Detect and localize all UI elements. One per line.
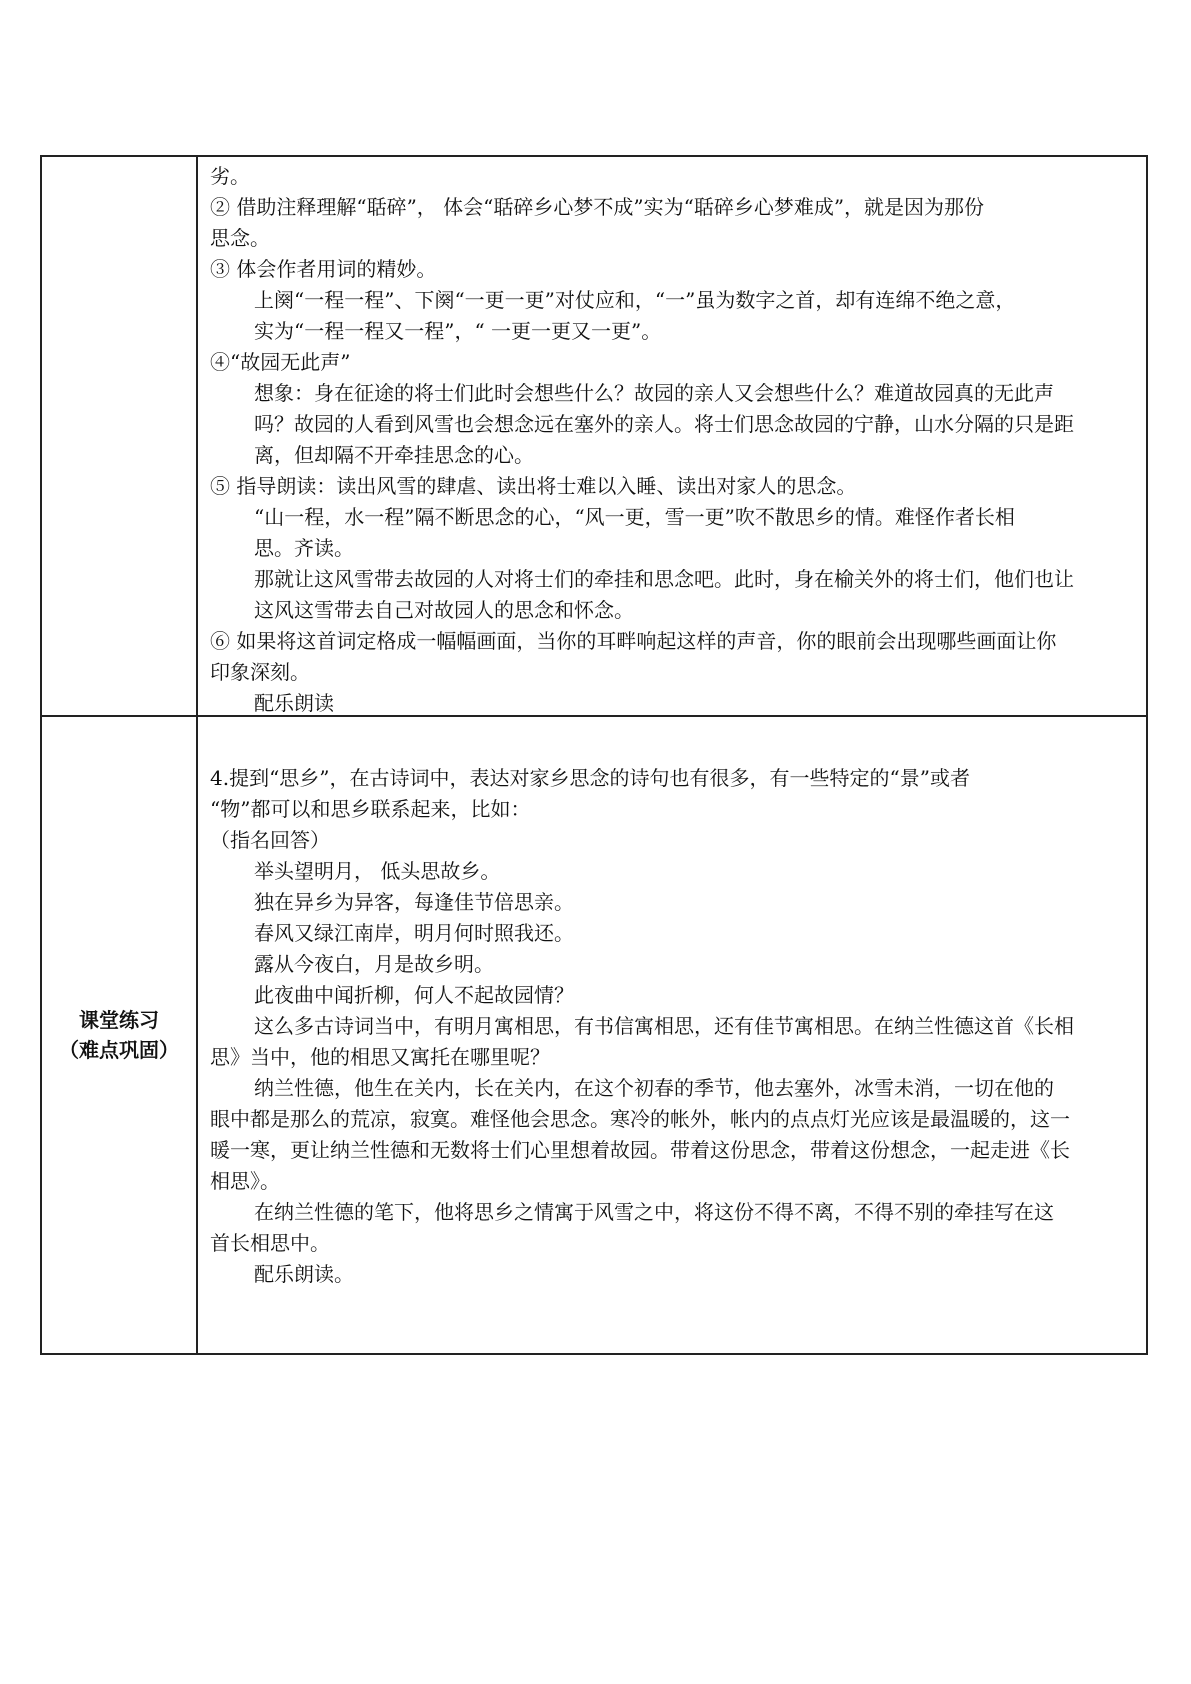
text-line: （指名回答）	[210, 828, 330, 852]
text-line: “物”都可以和思乡联系起来，比如：	[210, 797, 531, 821]
text-line: ④“故园无此声”	[210, 350, 351, 374]
text-line: “山一程，水一程”隔不断思念的心，“风一更，雪一更”吹不散思乡的情。难怪作者长相	[254, 505, 1015, 529]
text-line: ⑥ 如果将这首词定格成一幅幅画面，当你的耳畔响起这样的声音，你的眼前会出现哪些画面让你	[210, 629, 1057, 653]
content-cell	[197, 716, 1147, 1354]
text-line: 此夜曲中闻折柳，何人不起故园情？	[254, 983, 574, 1007]
row-label-cell	[41, 716, 197, 1354]
row-label-line2: （难点巩固）	[59, 1038, 179, 1062]
text-line: 劣。	[210, 164, 250, 188]
text-line: 这风这雪带去自己对故园人的思念和怀念。	[254, 598, 634, 622]
text-line: 思。齐读。	[254, 536, 354, 560]
text-line: 眼中都是那么的荒凉，寂寞。难怪他会思念。寒冷的帐外，帐内的点点灯光应该是最温暖的，这一	[210, 1107, 1070, 1131]
text-line: 配乐朗读。	[254, 1262, 354, 1286]
text-line: ⑤ 指导朗读：读出风雪的肆虐、读出将士难以入睡、读出对家人的思念。	[210, 474, 857, 498]
text-line: 配乐朗读	[254, 691, 334, 715]
text-line: 想象：身在征途的将士们此时会想些什么？故园的亲人又会想些什么？难道故园真的无此声	[254, 381, 1054, 405]
table-row	[41, 716, 1147, 1354]
text-line: 吗？故园的人看到风雪也会想念远在塞外的亲人。将士们思念故园的宁静，山水分隔的只是距	[254, 412, 1074, 436]
text-line: 露从今夜白，月是故乡明。	[254, 952, 494, 976]
text-line: ③ 体会作者用词的精妙。	[210, 257, 437, 281]
lesson-content-block	[198, 157, 1146, 715]
row-label-cell-empty	[41, 156, 197, 716]
text-line: 印象深刻。	[210, 660, 310, 684]
text-line: 离，但却隔不开牵挂思念的心。	[254, 443, 534, 467]
exercise-content-block	[198, 717, 1146, 1353]
text-line: 纳兰性德，他生在关内，长在关内，在这个初春的季节，他去塞外，冰雪未消，一切在他的	[254, 1076, 1054, 1100]
text-line: 上阕“一程一程”、下阕“一更一更”对仗应和，“一”虽为数字之首，却有连绵不绝之意，	[254, 288, 1016, 312]
text-line: 思念。	[210, 226, 270, 250]
text-line: 实为“一程一程又一程”，“ 一更一更又一更”。	[254, 319, 662, 343]
row-label-line1: 课堂练习	[79, 1008, 159, 1032]
text-line: 这么多古诗词当中，有明月寓相思，有书信寓相思，还有佳节寓相思。在纳兰性德这首《长相	[254, 1014, 1074, 1038]
text-line: 首长相思中。	[210, 1231, 330, 1255]
text-line: 在纳兰性德的笔下，他将思乡之情寓于风雪之中，将这份不得不离，不得不别的牵挂写在这	[254, 1200, 1054, 1224]
text-line: 相思》。	[210, 1169, 280, 1193]
lesson-plan-table	[40, 155, 1148, 1355]
text-line: 那就让这风雪带去故园的人对将士们的牵挂和思念吧。此时，身在榆关外的将士们，他们也让	[254, 567, 1074, 591]
text-line: 举头望明月， 低头思故乡。	[254, 859, 501, 883]
text-line: 暖一寒，更让纳兰性德和无数将士们心里想着故园。带着这份思念，带着这份想念，一起走进《长	[210, 1138, 1070, 1162]
text-line: ② 借助注释理解“聒碎”， 体会“聒碎乡心梦不成”实为“聒碎乡心梦难成”，就是因为那份	[210, 195, 985, 219]
content-cell	[197, 156, 1147, 716]
text-line: 4.提到“思乡”，在古诗词中，表达对家乡思念的诗句也有很多，有一些特定的“景”或者	[210, 766, 970, 790]
table-row	[41, 156, 1147, 716]
text-line: 思》当中，他的相思又寓托在哪里呢？	[210, 1045, 550, 1069]
text-line: 春风又绿江南岸，明月何时照我还。	[254, 921, 574, 945]
text-line: 独在异乡为异客，每逢佳节倍思亲。	[254, 890, 574, 914]
